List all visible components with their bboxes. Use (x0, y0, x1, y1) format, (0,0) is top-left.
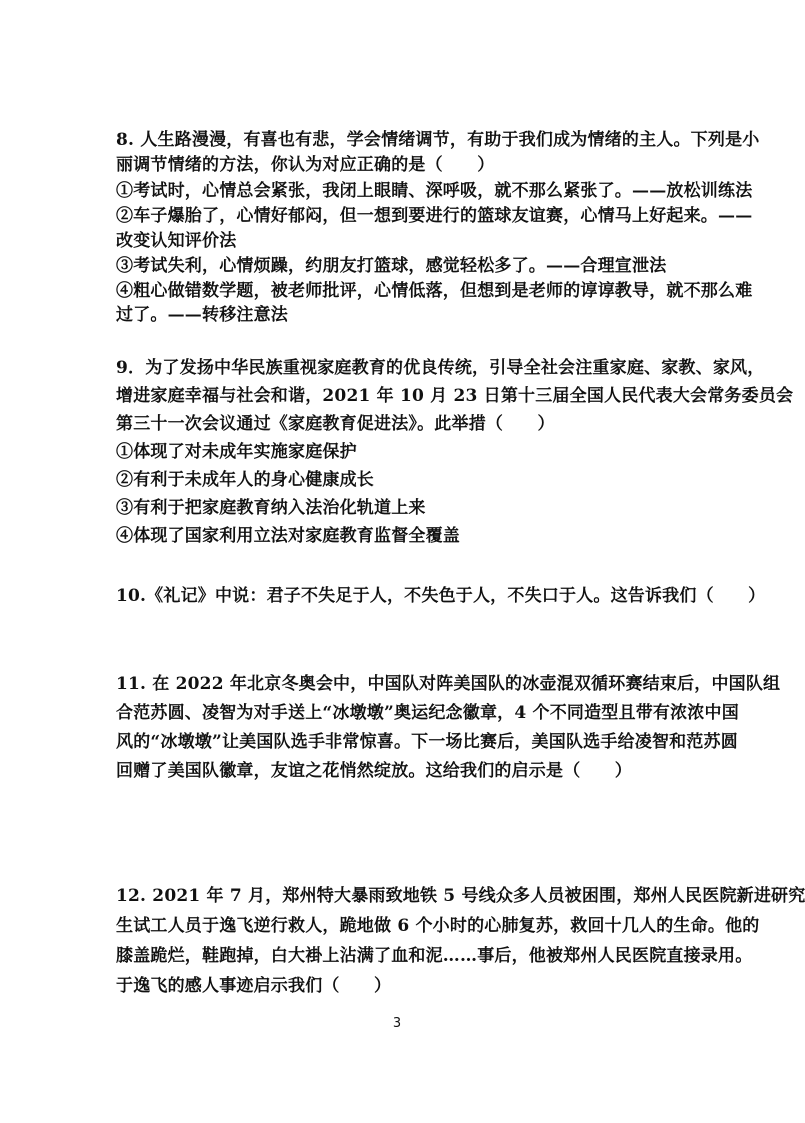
q12-stem-line-2: 生试工人员于逸飞逆行救人，跪地做 6 个小时的心肺复苏，救回十几人的生命。他的 (116, 916, 760, 936)
q9-stem-line-2: 增进家庭幸福与社会和谐，2021 年 10 月 23 日第十三届全国人民代表大会常务委员会 (116, 386, 794, 406)
q12-stem-line-4: 于逸飞的感人事迹启示我们（ ） (116, 976, 392, 996)
q11-stem-line-3: 风的“冰墩墩”让美国队选手非常惊喜。下一场比赛后，美国队选手给凌智和范苏圆 (116, 732, 738, 752)
q8-stem-line-1: 8. 人生路漫漫，有喜也有悲，学会情绪调节，有助于我们成为情绪的主人。下列是小 (116, 130, 760, 150)
q9-item-1: ①体现了对未成年实施家庭保护 (116, 442, 357, 462)
q8-item-2-line-2: 改变认知评价法 (116, 231, 237, 251)
q8-item-4-line-1: ④粗心做错数学题，被老师批评，心情低落，但想到是老师的谆谆教导，就不那么难 (116, 281, 753, 301)
q9-stem-line-3: 第三十一次会议通过《家庭教育促进法》。此举措（ ） (116, 414, 555, 434)
q8-item-4-line-2: 过了。——转移注意法 (116, 305, 288, 325)
q9-item-4: ④体现了国家利用立法对家庭教育监督全覆盖 (116, 526, 460, 546)
q11-stem-line-4: 回赠了美国队徽章，友谊之花悄然绽放。这给我们的启示是（ ） (116, 761, 632, 781)
q9-item-3: ③有利于把家庭教育纳入法治化轨道上来 (116, 498, 426, 518)
q10-stem: 10.《礼记》中说：君子不失足于人，不失色于人，不失口于人。这告诉我们（ ） (116, 586, 766, 606)
q11-stem-line-1: 11. 在 2022 年北京冬奥会中，中国队对阵美国队的冰壶混双循环赛结束后，中国队组 (116, 674, 781, 694)
q8-item-3: ③考试失利，心情烦躁，约朋友打篮球，感觉轻松多了。——合理宣泄法 (116, 256, 667, 276)
q8-item-2-line-1: ②车子爆胎了，心情好郁闷，但一想到要进行的篮球友谊赛，心情马上好起来。—— (116, 206, 753, 226)
q9-item-2: ②有利于未成年人的身心健康成长 (116, 470, 374, 490)
q11-stem-line-2: 合范苏圆、凌智为对手送上“冰墩墩”奥运纪念徽章，4 个不同造型且带有浓浓中国 (116, 703, 739, 723)
q9-stem-line-1: 9．为了发扬中华民族重视家庭教育的优良传统，引导全社会注重家庭、家教、家风， (116, 358, 765, 378)
page-number: 3 (392, 1016, 402, 1031)
q8-stem-line-2: 丽调节情绪的方法，你认为对应正确的是（ ） (116, 155, 495, 175)
q12-stem-line-3: 膝盖跪烂，鞋跑掉，白大褂上沾满了血和泥……事后，他被郑州人民医院直接录用。 (116, 946, 753, 966)
q8-item-1: ①考试时，心情总会紧张，我闭上眼睛、深呼吸，就不那么紧张了。——放松训练法 (116, 181, 753, 201)
q12-stem-line-1: 12. 2021 年 7 月，郑州特大暴雨致地铁 5 号线众多人员被困围，郑州人民医院新进研究 (116, 886, 805, 906)
